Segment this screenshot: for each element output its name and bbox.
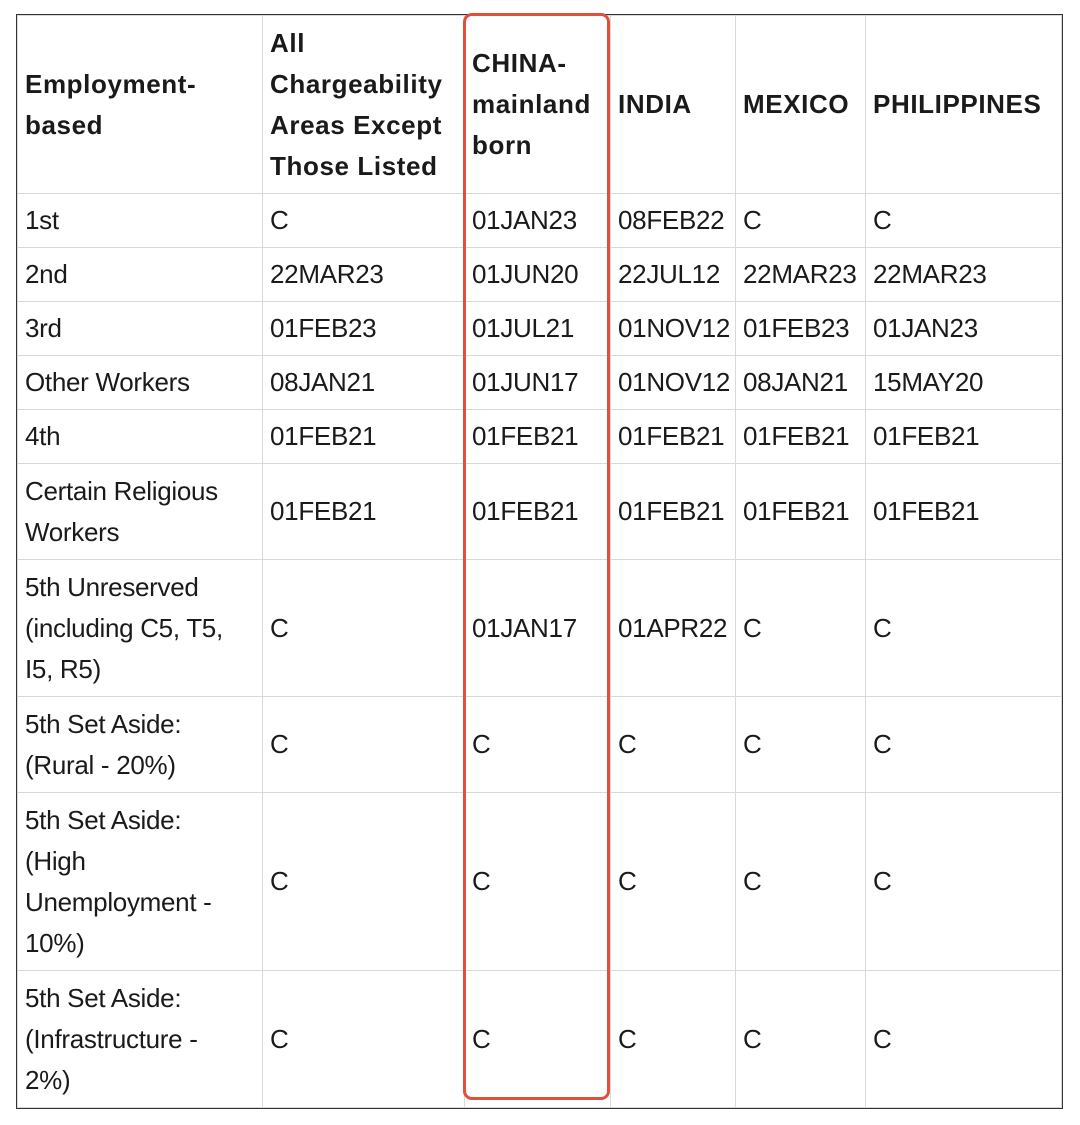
category-cell: 1st [18, 194, 263, 248]
mexico-cell: C [736, 194, 866, 248]
category-cell: 5th Set Aside: (Rural - 20%) [18, 697, 263, 793]
india-cell: 22JUL12 [611, 248, 736, 302]
category-cell: Other Workers [18, 356, 263, 410]
category-cell: 5th Set Aside: (Infrastructure - 2%) [18, 971, 263, 1108]
philippines-cell: 01JAN23 [866, 302, 1062, 356]
india-cell: C [611, 793, 736, 971]
all-areas-cell: C [263, 560, 465, 697]
china-cell: C [465, 697, 611, 793]
india-cell: 01APR22 [611, 560, 736, 697]
philippines-cell: C [866, 793, 1062, 971]
category-cell: 3rd [18, 302, 263, 356]
table-row [18, 793, 1062, 971]
category-cell: 2nd [18, 248, 263, 302]
china-cell: C [465, 971, 611, 1108]
header-employment-based: Employment- based [18, 16, 263, 194]
category-cell: 4th [18, 410, 263, 464]
philippines-cell: C [866, 194, 1062, 248]
header-china: CHINA- mainland born [465, 16, 611, 194]
category-cell: 5th Set Aside: (High Unemployment - 10%) [18, 793, 263, 971]
india-cell: 01FEB21 [611, 464, 736, 560]
table-row [18, 464, 1062, 560]
china-cell: 01FEB21 [465, 410, 611, 464]
india-cell: 01NOV12 [611, 356, 736, 410]
all-areas-cell: 01FEB21 [263, 410, 465, 464]
mexico-cell: 01FEB21 [736, 410, 866, 464]
table-row [18, 302, 1062, 356]
table-body [18, 194, 1062, 1108]
philippines-cell: 15MAY20 [866, 356, 1062, 410]
mexico-cell: C [736, 971, 866, 1108]
header-india: INDIA [611, 16, 736, 194]
mexico-cell: 08JAN21 [736, 356, 866, 410]
mexico-cell: C [736, 560, 866, 697]
india-cell: 01NOV12 [611, 302, 736, 356]
all-areas-cell: C [263, 194, 465, 248]
header-mexico: MEXICO [736, 16, 866, 194]
all-areas-cell: 08JAN21 [263, 356, 465, 410]
all-areas-cell: 01FEB23 [263, 302, 465, 356]
philippines-cell: 01FEB21 [866, 464, 1062, 560]
india-cell: 01FEB21 [611, 410, 736, 464]
category-cell: Certain Religious Workers [18, 464, 263, 560]
table-row [18, 356, 1062, 410]
all-areas-cell: 22MAR23 [263, 248, 465, 302]
all-areas-cell: C [263, 697, 465, 793]
china-cell: 01JUN17 [465, 356, 611, 410]
philippines-cell: C [866, 560, 1062, 697]
china-cell: 01JUL21 [465, 302, 611, 356]
table-row [18, 410, 1062, 464]
visa-bulletin-table [17, 15, 1062, 1108]
china-cell: 01FEB21 [465, 464, 611, 560]
header-philippines: PHILIPPINES [866, 16, 1062, 194]
table-row [18, 194, 1062, 248]
china-cell: 01JAN17 [465, 560, 611, 697]
header-row [18, 16, 1062, 194]
china-cell: 01JUN20 [465, 248, 611, 302]
china-cell: C [465, 793, 611, 971]
india-cell: C [611, 697, 736, 793]
mexico-cell: C [736, 697, 866, 793]
header-all-chargeability: All Chargeability Areas Except Those Listed [263, 16, 465, 194]
philippines-cell: C [866, 971, 1062, 1108]
mexico-cell: 22MAR23 [736, 248, 866, 302]
all-areas-cell: C [263, 793, 465, 971]
mexico-cell: 01FEB21 [736, 464, 866, 560]
india-cell: C [611, 971, 736, 1108]
table-row [18, 248, 1062, 302]
philippines-cell: C [866, 697, 1062, 793]
china-cell: 01JAN23 [465, 194, 611, 248]
table-row [18, 971, 1062, 1108]
india-cell: 08FEB22 [611, 194, 736, 248]
table-row [18, 560, 1062, 697]
mexico-cell: 01FEB23 [736, 302, 866, 356]
philippines-cell: 22MAR23 [866, 248, 1062, 302]
all-areas-cell: 01FEB21 [263, 464, 465, 560]
philippines-cell: 01FEB21 [866, 410, 1062, 464]
category-cell: 5th Unreserved (including C5, T5, I5, R5) [18, 560, 263, 697]
mexico-cell: C [736, 793, 866, 971]
all-areas-cell: C [263, 971, 465, 1108]
table-row [18, 697, 1062, 793]
